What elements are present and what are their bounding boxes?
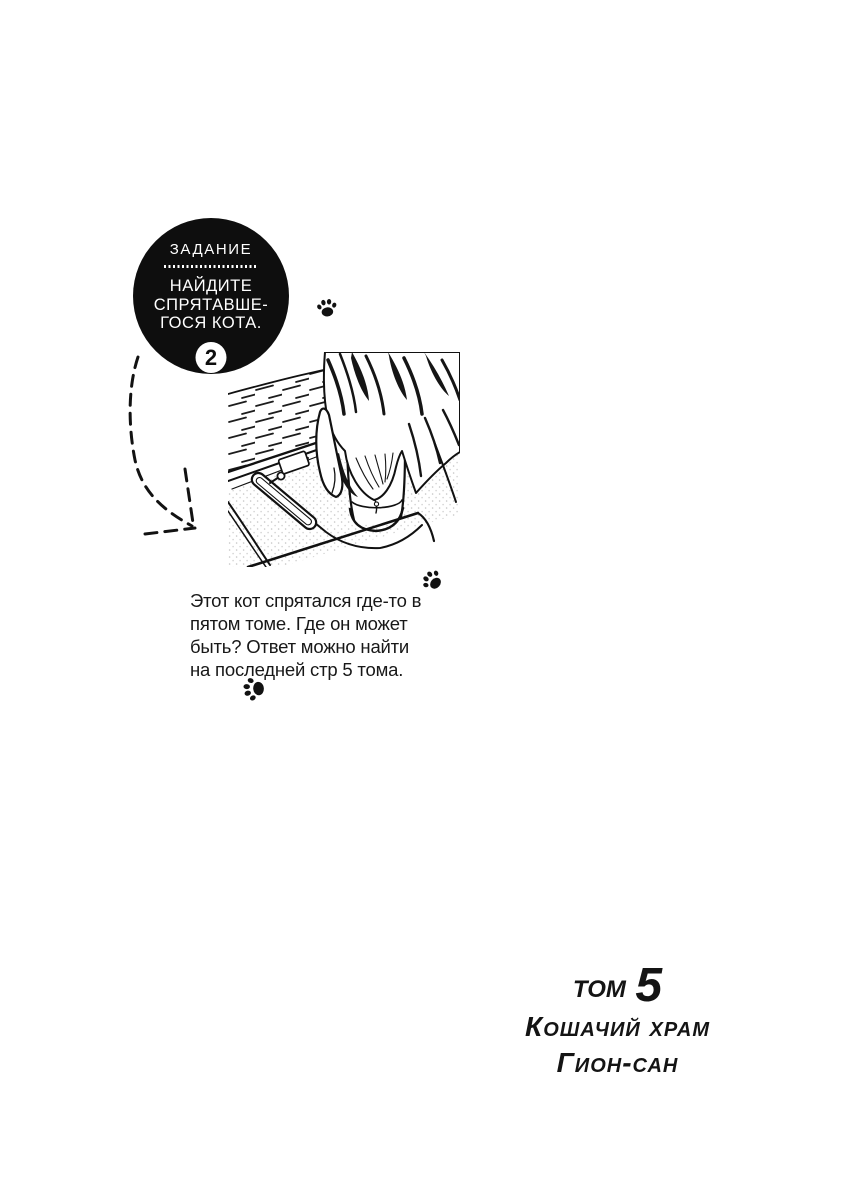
task-line: НАЙДИТЕ [169,277,253,295]
task-line: ГОСЯ КОТА. [160,314,262,332]
description-line: Этот кот спрятался где-то в [190,590,422,611]
volume-word: том [572,967,626,1005]
volume-title [470,959,765,1081]
cat-illustration [228,352,460,567]
task-number-badge: 2 [196,342,227,373]
paw-print-icon [314,295,340,321]
volume-number-line [470,959,765,1012]
volume-number: 5 [635,959,663,1012]
task-circle [133,218,289,374]
task-description [190,589,421,681]
task-line: СПРЯТАВШЕ- [153,295,269,314]
task-heading: ЗАДАНИЕ [169,241,253,258]
description-line: на последней стр 5 тома. [190,659,404,680]
dashed-divider [164,265,258,268]
dashed-arrow-icon [115,352,210,542]
description-line: быть? Ответ можно найти [190,636,410,657]
series-title-line: Гион-сан [556,1047,679,1078]
series-title-line: Кошачий храм [524,1011,711,1042]
description-line: пятом томе. Где он может [190,613,408,634]
